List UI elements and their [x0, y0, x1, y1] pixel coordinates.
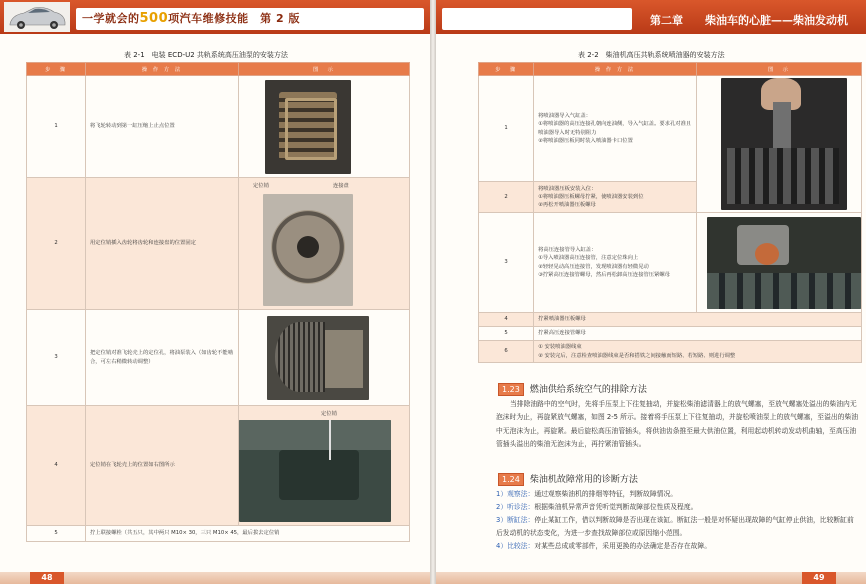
step-number: 1	[27, 76, 86, 178]
table-2-1-caption: 表 2-1 电装 ECD-U2 共轨系统高压油泵的安装方法	[124, 51, 288, 59]
table-2-1	[26, 62, 410, 542]
header-step: 步 骤	[479, 63, 534, 76]
left-header-bar	[0, 0, 430, 34]
book-title: 一学就会的500项汽车维修技能 第 2 版	[82, 11, 300, 26]
section-heading-1-24	[498, 472, 638, 486]
section-title: 燃油供给系统空气的排除方法	[529, 385, 647, 395]
step-number: 5	[27, 526, 86, 542]
step-text	[534, 341, 862, 363]
step-number: 2	[27, 178, 86, 310]
figure-cell	[239, 310, 410, 406]
pump-install-photo	[267, 316, 369, 400]
car-logo-icon	[4, 2, 70, 32]
table-row	[27, 178, 410, 310]
step-line: 将喷油器压板安装入位：	[538, 185, 597, 192]
step-line: ②轻轻晃动高压连接管，发现喷油器有轻微晃动	[538, 263, 649, 270]
step-number: 3	[479, 213, 534, 313]
table-row	[27, 76, 410, 178]
step-text: 将飞轮转动到第一缸压缩上止点位置	[86, 76, 239, 178]
header-step: 步 骤	[27, 63, 86, 76]
right-footer-bar	[436, 572, 866, 584]
step-text: 把定位销对准飞轮壳上的定位孔，将油泵装入（如齿轮不能啮合，可左右稍微转动调整）	[86, 310, 239, 406]
step-number: 2	[479, 182, 534, 213]
step-text: 拧紧高压连接管螺母	[534, 327, 862, 341]
table-row	[27, 526, 410, 542]
table-row	[27, 406, 410, 526]
step-line: 将高压连接管导入缸盖：	[538, 246, 597, 253]
step-line: ① 安装喷油器线束	[538, 344, 582, 351]
table-2-2	[478, 62, 862, 363]
diagnosis-item-text: 根据柴油机异常声音凭听觉判断故障部位性质及程度。	[534, 503, 698, 511]
page-number: 49	[802, 572, 836, 584]
step-number: 4	[27, 406, 86, 526]
table-2-2-caption: 表 2-2 柴油机高压共轨系统喷油器的安装方法	[578, 51, 725, 59]
pump-gear-photo	[263, 194, 353, 306]
air-bleeding-paragraph: 当排除油路中的空气时，先将手压泵上下往复抽动，并旋松柴油滤清器上的放气螺塞，至放气螺塞处溢出的柴油内无泡沫时为止，再旋紧放气螺塞，如图 2-5 所示。接着将手压泵上下往复抽动，并旋松喷油泵上的放气螺塞，至溢出的柴油中无泡沫为止，再旋紧。最后旋松高压油管插头，将供油齿条推至最大供油位置，利用起动机转动发动机曲轴，至高压油管插头溢出的柴油无泡沫为止，再拧紧油管插头。	[496, 400, 859, 449]
table-row	[479, 313, 862, 327]
table-header-row	[479, 63, 862, 76]
chapter-title: 第二章 柴油车的心脏——柴油发动机	[650, 14, 848, 27]
label-locating-pin: 定位销	[321, 411, 337, 417]
diagnosis-item	[496, 514, 860, 541]
header-figure: 图 示	[697, 63, 862, 76]
step-number: 3	[27, 310, 86, 406]
step-line: ②将喷油器压板同时装入喷油器卡口位置	[538, 138, 633, 145]
diagnosis-item-text: 通过观察柴油机的排烟等特征，判断故障情况。	[534, 490, 678, 498]
diagnosis-item-key: 1）观察法：	[496, 490, 535, 498]
table-row	[479, 76, 862, 182]
step-number: 6	[479, 341, 534, 363]
book-title-number: 500	[139, 11, 169, 26]
figure-cell	[697, 213, 862, 313]
header-figure: 图 示	[239, 63, 410, 76]
step-text: 拧紧喷油器压板螺母	[534, 313, 862, 327]
section-heading-1-23	[498, 382, 647, 396]
step-line: ② 安装完后，注意检查喷油器线束是否和搭铁之间接触而短路、若短路、则进行调整	[538, 352, 736, 359]
step-line: ①导入喷油器高压连接管，注意定位珠向上	[538, 255, 639, 262]
flywheel-housing-photo	[239, 420, 391, 522]
step-number: 5	[479, 327, 534, 341]
diagnosis-item	[496, 501, 860, 514]
page-number: 48	[30, 572, 64, 584]
table-row	[479, 341, 862, 363]
diagnosis-item-key: 4）比较法：	[496, 542, 535, 550]
step-text	[534, 76, 697, 182]
label-connecting-plate: 连接盘	[333, 183, 349, 189]
high-pressure-pipe-photo	[707, 217, 861, 309]
diagnosis-item-text: 停止某缸工作，借以判断故障是否出现在该缸。断缸法一般是对怀疑出现故障的气缸停止供油，比较断缸前后发动机的状态变化，为进一步查找故障部位或原因缩小范围。	[496, 516, 854, 538]
left-page	[0, 0, 430, 584]
header-method: 操 作 方 法	[86, 63, 239, 76]
left-footer-bar	[0, 572, 430, 584]
step-text: 用定位销插入齿轮将齿轮和连接盘的位置固定	[86, 178, 239, 310]
label-locating-pin: 定位销	[253, 183, 269, 189]
header-method: 操 作 方 法	[534, 63, 697, 76]
section-number-tag: 1.23	[498, 383, 524, 396]
figure-cell	[239, 178, 410, 310]
right-header-banner	[442, 8, 632, 30]
section-title: 柴油机故障常用的诊断方法	[529, 475, 638, 485]
diagnosis-item-text: 对某些总成或零部件，采用更换的办法确定是否存在故障。	[534, 542, 712, 550]
step-line: ③拧紧高压连接管螺母，然后再松卸高压连接管压紧螺母	[538, 271, 670, 278]
table-header-row	[27, 63, 410, 76]
step-text	[534, 182, 697, 213]
diagnosis-item-key: 2）听诊法：	[496, 503, 535, 511]
table-row	[479, 213, 862, 313]
figure-cell	[697, 76, 862, 213]
step-text: 定位销在飞轮壳上的位置如右图所示	[86, 406, 239, 526]
step-line: ②再松开喷油器压板螺母	[538, 202, 596, 209]
figure-cell	[239, 406, 410, 526]
table-row	[27, 310, 410, 406]
step-line: 将喷油器导入气缸盖：	[538, 112, 592, 119]
figure-cell	[239, 76, 410, 178]
table-row	[479, 327, 862, 341]
step-number: 4	[479, 313, 534, 327]
injector-install-photo	[721, 78, 847, 210]
step-text	[534, 213, 697, 313]
diagnosis-item	[496, 488, 860, 501]
step-line: ①将喷油器压板螺母拧紧，使喷油器安装到位	[538, 193, 644, 200]
diagnosis-item-key: 3）断缸法：	[496, 516, 535, 524]
flywheel-photo	[265, 80, 351, 174]
step-text: 拧上联接螺栓（共五只，其中两只 M10× 30，三只 M10× 45，最后拔去定位销	[86, 526, 410, 542]
step-number: 1	[479, 76, 534, 182]
right-header-bar	[436, 0, 866, 34]
section-number-tag: 1.24	[498, 473, 524, 486]
diagnosis-item	[496, 540, 860, 553]
right-page	[436, 0, 866, 584]
step-line: ①将喷油器的高压连接孔朝向连油侧，导入气缸盖。要求孔对准且喷油器导入时无特别阻力	[538, 121, 692, 136]
